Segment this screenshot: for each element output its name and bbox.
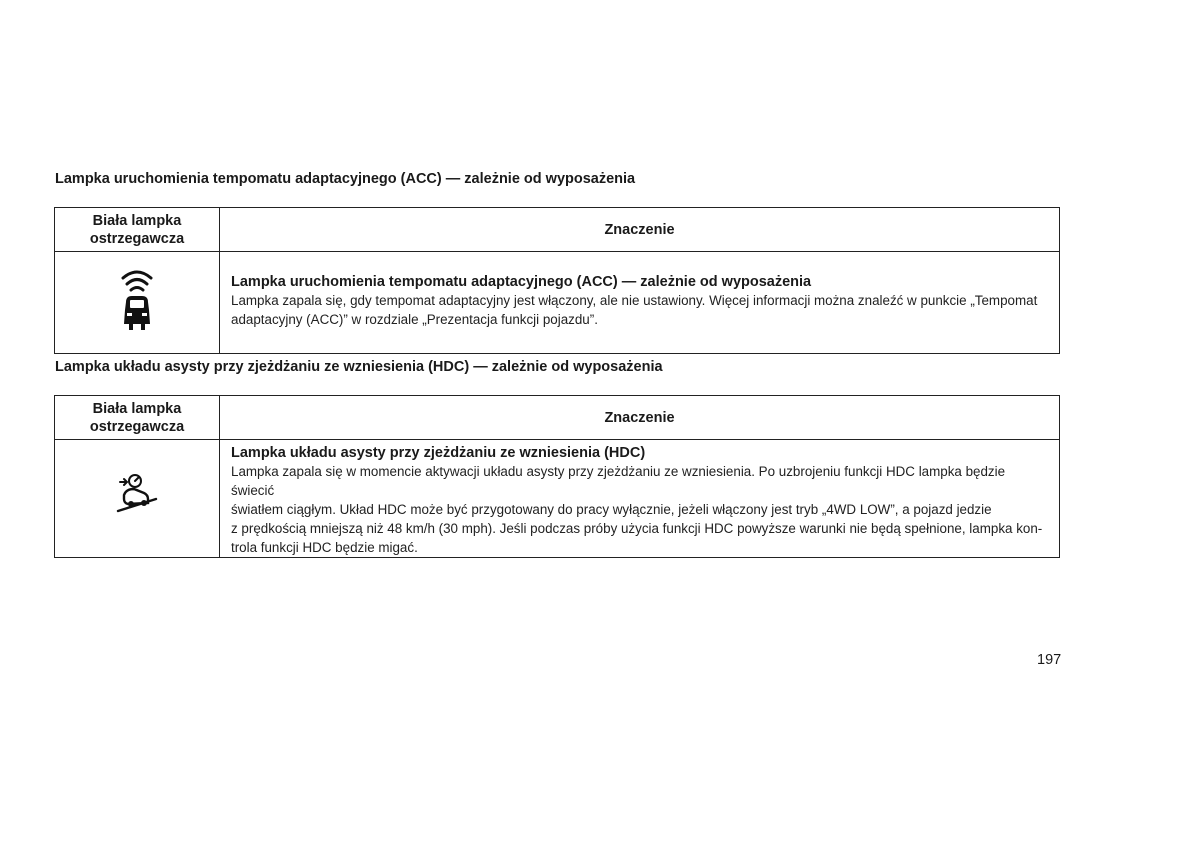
column-header-meaning: Znaczenie (220, 396, 1060, 440)
row-text (231, 462, 1049, 557)
row-title: Lampka układu asysty przy zjeżdżaniu ze wzniesienia (HDC) (231, 445, 646, 461)
column-header-lamp (55, 396, 220, 440)
page-number: 197 (1037, 652, 1062, 668)
warning-lamp-table-hdc (54, 395, 1060, 558)
meaning-cell (220, 440, 1060, 558)
section-heading-acc: Lampka uruchomienia tempomatu adaptacyjnego (ACC) — zależnie od wyposażenia (55, 171, 636, 187)
row-text-line: światłem ciągłym. Układ HDC może być przygotowany do pracy wyłącznie, jeżeli włączony jest tryb „4WD LOW”, a pojazd jedzie (231, 502, 992, 517)
row-text (231, 291, 1049, 329)
row-text-line: trola funkcji HDC będzie migać. (231, 540, 418, 555)
warning-lamp-table-acc (54, 207, 1060, 354)
column-header-meaning: Znaczenie (220, 208, 1060, 252)
column-header-lamp (55, 208, 220, 252)
row-text-line: z prędkością mniejszą niż 48 km/h (30 mph). Jeśli podczas próby użycia funkcji HDC powyższe warunki nie będą spełnione, lampka kon- (231, 521, 1043, 536)
column-header-lamp-text: Biała lampka ostrzegawcza (89, 212, 185, 247)
column-header-lamp-text: Biała lampka ostrzegawcza (89, 400, 185, 435)
hill-descent-control-icon (114, 473, 160, 518)
row-text-line: Lampka zapala się w momencie aktywacji układu asysty przy zjeżdżaniu ze wzniesienia. Po uzbrojeniu funkcji HDC lampka będzie świecić (231, 464, 1006, 498)
row-title: Lampka uruchomienia tempomatu adaptacyjnego (ACC) — zależnie od wyposażenia (231, 274, 812, 290)
lamp-icon-cell (55, 252, 220, 354)
lamp-icon-cell (55, 440, 220, 558)
row-text-line: Lampka zapala się, gdy tempomat adaptacyjny jest włączony, ale nie ustawiony. Więcej informacji można znaleźć w punkcie „Tempomat (231, 293, 1038, 308)
acc-cruise-control-icon (117, 266, 157, 339)
row-text-line: adaptacyjny (ACC)” w rozdziale „Prezentacja funkcji pojazdu”. (231, 312, 598, 327)
meaning-cell (220, 252, 1060, 354)
section-heading-hdc: Lampka układu asysty przy zjeżdżaniu ze wzniesienia (HDC) — zależnie od wyposażenia (55, 359, 663, 375)
